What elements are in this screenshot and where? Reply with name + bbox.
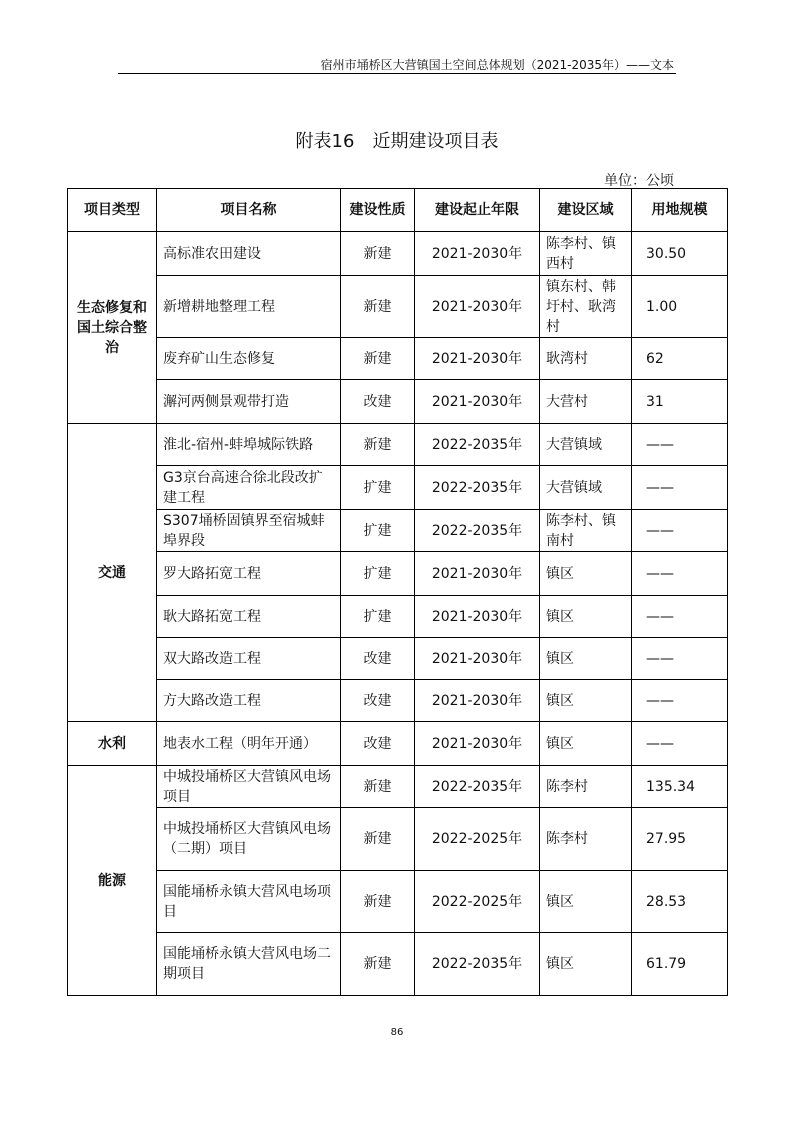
running-header: 宿州市埇桥区大营镇国土空间总体规划（2021-2035年）——文本	[320, 58, 674, 72]
construction-type-cell: 新建	[341, 808, 415, 871]
construction-type-cell: 新建	[341, 766, 415, 808]
construction-type-cell: 新建	[341, 933, 415, 996]
construction-type-cell: 改建	[341, 680, 415, 722]
land-scale-cell: 28.53	[632, 871, 728, 933]
project-name-cell: 新增耕地整理工程	[157, 276, 341, 338]
period-cell: 2022-2025年	[415, 808, 540, 871]
project-name-cell: 耿大路拓宽工程	[157, 596, 341, 638]
period-cell: 2021-2030年	[415, 722, 540, 766]
area-cell: 镇东村、韩圩村、耿湾村	[540, 276, 632, 338]
table-row	[68, 276, 728, 338]
construction-type-cell: 扩建	[341, 596, 415, 638]
land-scale-cell: ——	[632, 596, 728, 638]
land-scale-cell: ——	[632, 466, 728, 510]
area-cell: 陈李村	[540, 808, 632, 871]
period-cell: 2022-2035年	[415, 933, 540, 996]
project-name-cell: 中城投埇桥区大营镇风电场项目	[157, 766, 341, 808]
land-scale-cell: 27.95	[632, 808, 728, 871]
construction-type-cell: 扩建	[341, 466, 415, 510]
land-scale-cell: ——	[632, 722, 728, 766]
area-cell: 镇区	[540, 638, 632, 680]
table-row	[68, 766, 728, 808]
project-name-cell: 国能埇桥永镇大营风电场二期项目	[157, 933, 341, 996]
table-row	[68, 808, 728, 871]
period-cell: 2021-2030年	[415, 276, 540, 338]
table-row	[68, 338, 728, 380]
area-cell: 镇区	[540, 680, 632, 722]
project-name-cell: 国能埇桥永镇大营风电场项目	[157, 871, 341, 933]
land-scale-cell: ——	[632, 510, 728, 552]
table-row	[68, 232, 728, 276]
table-row	[68, 933, 728, 996]
header-rule	[118, 73, 676, 74]
period-cell: 2022-2025年	[415, 871, 540, 933]
land-scale-cell: 61.79	[632, 933, 728, 996]
land-scale-cell: ——	[632, 638, 728, 680]
period-cell: 2021-2030年	[415, 232, 540, 276]
page-number: 86	[390, 1027, 404, 1038]
column-header: 建设起止年限	[415, 189, 540, 232]
table-row	[68, 380, 728, 424]
table-row	[68, 680, 728, 722]
land-scale-cell: ——	[632, 552, 728, 596]
area-cell: 耿湾村	[540, 338, 632, 380]
project-name-cell: 地表水工程（明年开通）	[157, 722, 341, 766]
project-name-cell: 淮北-宿州-蚌埠城际铁路	[157, 424, 341, 466]
construction-type-cell: 新建	[341, 424, 415, 466]
period-cell: 2022-2035年	[415, 766, 540, 808]
construction-type-cell: 新建	[341, 232, 415, 276]
table-row	[68, 871, 728, 933]
land-scale-cell: 135.34	[632, 766, 728, 808]
land-scale-cell: 31	[632, 380, 728, 424]
period-cell: 2021-2030年	[415, 338, 540, 380]
construction-type-cell: 改建	[341, 722, 415, 766]
table-row	[68, 466, 728, 510]
project-name-cell: 罗大路拓宽工程	[157, 552, 341, 596]
project-type-cell: 生态修复和国土综合整治	[68, 232, 157, 424]
construction-type-cell: 新建	[341, 871, 415, 933]
construction-type-cell: 改建	[341, 380, 415, 424]
land-scale-cell: 1.00	[632, 276, 728, 338]
period-cell: 2021-2030年	[415, 552, 540, 596]
column-header: 用地规模	[632, 189, 728, 232]
construction-type-cell: 新建	[341, 276, 415, 338]
period-cell: 2021-2030年	[415, 680, 540, 722]
project-name-cell: S307埇桥固镇界至宿城蚌埠界段	[157, 510, 341, 552]
project-name-cell: 中城投埇桥区大营镇风电场（二期）项目	[157, 808, 341, 871]
column-header: 建设性质	[341, 189, 415, 232]
period-cell: 2021-2030年	[415, 380, 540, 424]
project-type-cell: 能源	[68, 766, 157, 996]
project-type-cell: 水利	[68, 722, 157, 766]
table-row	[68, 596, 728, 638]
project-name-cell: 澥河两侧景观带打造	[157, 380, 341, 424]
construction-type-cell: 扩建	[341, 552, 415, 596]
column-header: 建设区域	[540, 189, 632, 232]
project-table	[67, 188, 728, 996]
period-cell: 2022-2035年	[415, 510, 540, 552]
area-cell: 大营村	[540, 380, 632, 424]
table-row	[68, 510, 728, 552]
table-row	[68, 424, 728, 466]
area-cell: 镇区	[540, 933, 632, 996]
area-cell: 陈李村、镇南村	[540, 510, 632, 552]
project-name-cell: G3京台高速合徐北段改扩建工程	[157, 466, 341, 510]
area-cell: 陈李村	[540, 766, 632, 808]
land-scale-cell: 62	[632, 338, 728, 380]
column-header: 项目类型	[68, 189, 157, 232]
project-name-cell: 高标准农田建设	[157, 232, 341, 276]
land-scale-cell: ——	[632, 680, 728, 722]
table-row	[68, 552, 728, 596]
table-row	[68, 722, 728, 766]
project-name-cell: 方大路改造工程	[157, 680, 341, 722]
period-cell: 2021-2030年	[415, 638, 540, 680]
construction-type-cell: 扩建	[341, 510, 415, 552]
land-scale-cell: 30.50	[632, 232, 728, 276]
project-name-cell: 废弃矿山生态修复	[157, 338, 341, 380]
area-cell: 镇区	[540, 722, 632, 766]
period-cell: 2022-2035年	[415, 466, 540, 510]
area-cell: 镇区	[540, 552, 632, 596]
column-header: 项目名称	[157, 189, 341, 232]
construction-type-cell: 改建	[341, 638, 415, 680]
table-title: 附表16 近期建设项目表	[295, 131, 499, 152]
area-cell: 大营镇域	[540, 466, 632, 510]
period-cell: 2022-2035年	[415, 424, 540, 466]
land-scale-cell: ——	[632, 424, 728, 466]
construction-type-cell: 新建	[341, 338, 415, 380]
project-type-cell: 交通	[68, 424, 157, 722]
period-cell: 2021-2030年	[415, 596, 540, 638]
area-cell: 镇区	[540, 871, 632, 933]
area-cell: 陈李村、镇西村	[540, 232, 632, 276]
area-cell: 大营镇域	[540, 424, 632, 466]
table-row	[68, 638, 728, 680]
unit-label: 单位：公顷	[604, 173, 674, 189]
area-cell: 镇区	[540, 596, 632, 638]
project-name-cell: 双大路改造工程	[157, 638, 341, 680]
